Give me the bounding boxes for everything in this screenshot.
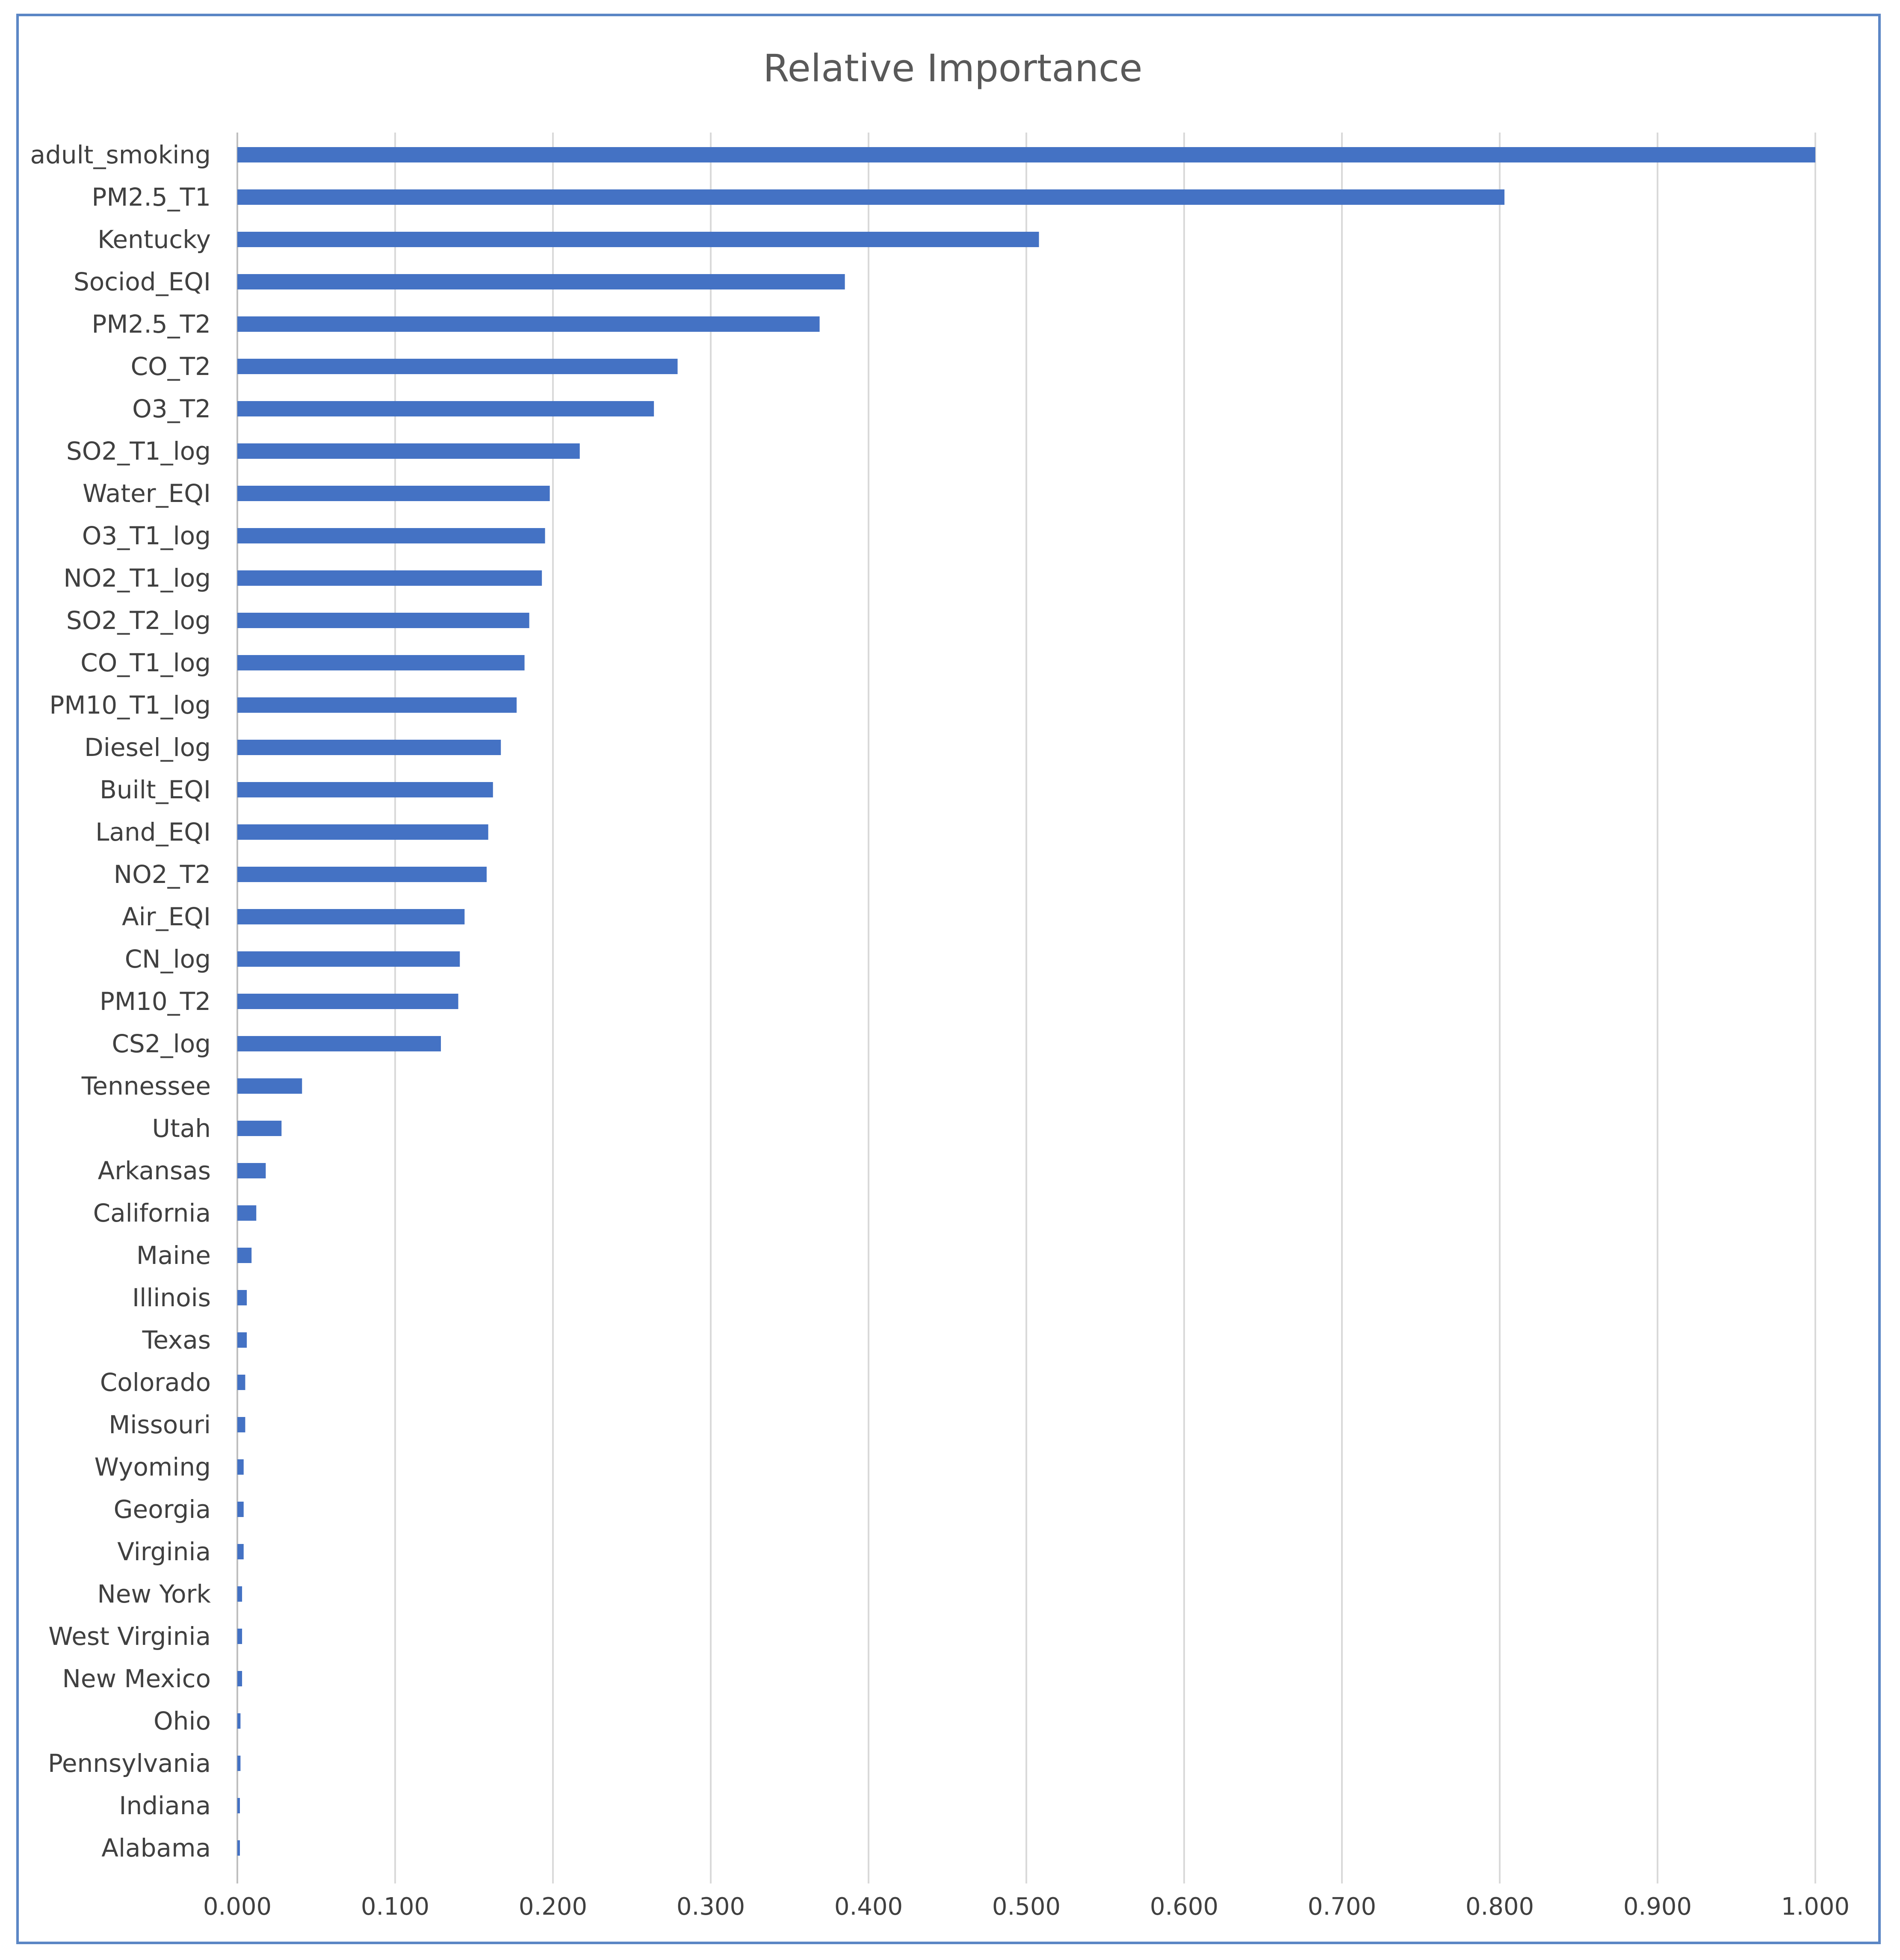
x-axis-tick-labels [203,1893,1850,1921]
category-label: Illinois [132,1283,211,1312]
bar [237,1840,240,1856]
bar [237,1629,242,1644]
x-tick-label: 0.100 [360,1893,430,1921]
category-label: Utah [152,1114,211,1143]
bar [237,401,654,416]
bar [237,486,550,501]
category-label: New York [97,1579,211,1609]
bar [237,1459,244,1475]
bar [237,782,493,797]
category-label: Arkansas [98,1156,211,1185]
category-labels [30,140,211,1863]
category-label: NO2_T1_log [63,564,211,593]
category-label: Indiana [119,1791,211,1820]
bar [237,232,1039,247]
category-label: Colorado [100,1368,211,1397]
bar [237,274,845,289]
bar [237,1163,266,1178]
category-label: SO2_T1_log [66,437,211,466]
x-tick-label: 0.000 [203,1893,272,1921]
bar [237,1036,441,1051]
bar [237,1290,247,1305]
bar [237,359,678,374]
category-label: NO2_T2 [113,860,211,889]
bar [237,1078,302,1094]
category-label: Pennsylvania [47,1749,211,1778]
bar [237,1586,242,1602]
bar [237,570,542,586]
bar [237,1713,240,1729]
category-label: PM10_T1_log [49,691,211,720]
category-label: Wyoming [94,1452,211,1482]
category-label: Texas [142,1325,211,1355]
category-label: CN_log [124,945,211,974]
category-label: Diesel_log [84,733,211,762]
category-label: Air_EQI [121,902,211,931]
category-label: Virginia [117,1537,211,1566]
category-label: CS2_log [112,1029,211,1058]
category-label: Georgia [113,1495,211,1524]
category-label: CO_T2 [130,352,211,381]
category-label: West Virginia [48,1622,211,1651]
category-label: Sociod_EQI [73,267,211,296]
bar [237,189,1504,205]
bar [237,1417,245,1432]
chart-title: Relative Importance [763,46,1143,90]
x-tick-label: 0.900 [1623,1893,1692,1921]
category-label: Ohio [153,1706,211,1736]
bar [237,443,580,459]
bar [237,1798,240,1813]
bar [237,1671,242,1686]
bar [237,1544,244,1559]
category-label: CO_T1_log [80,648,211,677]
bar [237,147,1815,162]
x-tick-label: 0.800 [1465,1893,1534,1921]
category-label: PM10_T2 [99,987,211,1016]
x-tick-label: 0.500 [992,1893,1061,1921]
category-label: California [93,1198,211,1228]
x-tick-label: 0.600 [1149,1893,1219,1921]
bar [237,867,487,882]
bar [237,1375,245,1390]
category-label: SO2_T2_log [66,606,211,635]
bar [237,613,529,628]
bar [237,528,545,543]
category-label: O3_T2 [132,394,211,423]
category-label: PM2.5_T1 [92,183,211,212]
category-label: Alabama [101,1833,211,1863]
category-label: New Mexico [62,1664,211,1693]
bar [237,909,464,924]
bar [237,1205,256,1221]
category-label: Missouri [109,1410,211,1439]
bar [237,1248,251,1263]
category-label: adult_smoking [30,140,211,169]
x-tick-label: 0.700 [1307,1893,1377,1921]
bar [237,697,517,713]
bar [237,1502,244,1517]
x-tick-label: 0.400 [834,1893,903,1921]
bar [237,740,501,755]
category-label: Built_EQI [100,775,211,804]
category-label: Land_EQI [95,818,211,847]
gridlines [237,133,1815,1883]
bar [237,1121,281,1136]
bar [237,824,488,840]
category-label: Kentucky [98,225,211,254]
category-label: O3_T1_log [82,521,211,550]
bar [237,1756,240,1771]
category-label: Maine [136,1241,211,1270]
x-tick-label: 0.300 [676,1893,745,1921]
category-label: PM2.5_T2 [92,310,211,339]
bar [237,1332,247,1348]
bar [237,316,820,332]
x-tick-label: 0.200 [518,1893,588,1921]
bar [237,994,458,1009]
category-label: Tennessee [81,1072,211,1101]
x-tick-label: 1.000 [1781,1893,1850,1921]
bar [237,951,460,967]
bar [237,655,525,670]
category-label: Water_EQI [83,479,211,508]
